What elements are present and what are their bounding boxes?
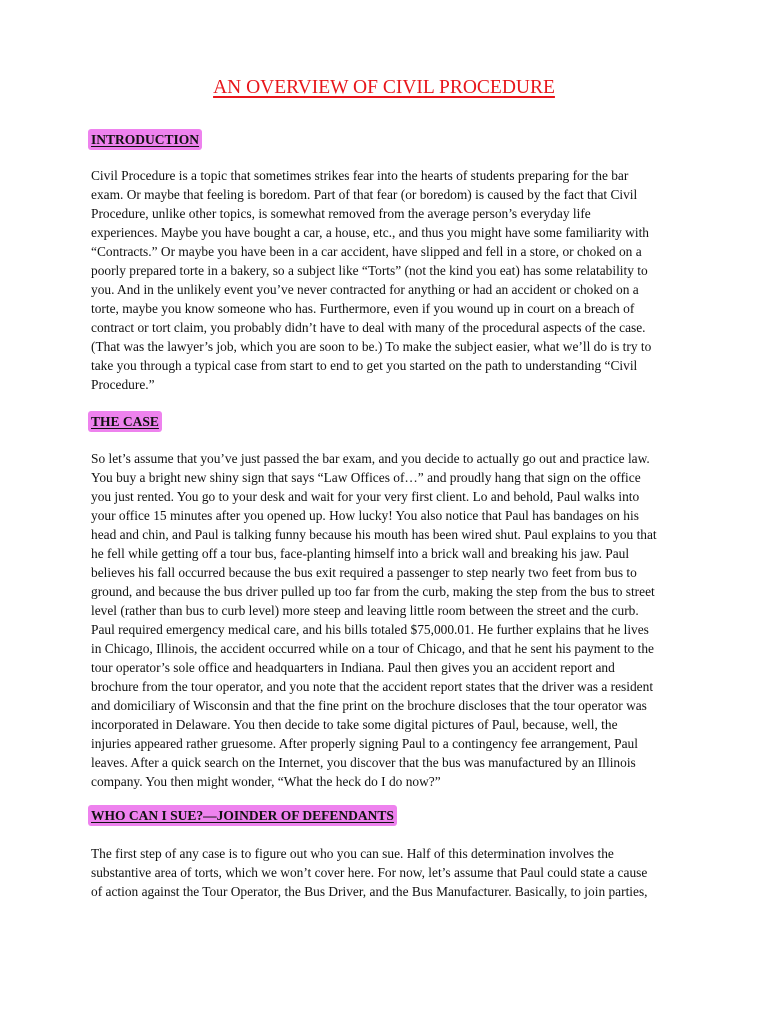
body-text-line: take you through a typical case from start to end to get you started on the path to understanding “Civil [91,358,638,373]
body-text-line: level (rather than bus to curb level) more steep and leaving little room between the street and the curb. [91,603,639,618]
body-text-line: contract or tort claim, you probably didn’t have to deal with many of the procedural aspects of the case. [91,320,646,335]
body-text-line: torte, maybe you know someone who has. Furthermore, even if you wound up in court on a breach of [91,301,635,316]
body-text-line: exam. Or maybe that feeling is boredom. Part of that fear (or boredom) is caused by the fact that Civil [91,187,638,202]
body-text-line: Paul required emergency medical care, and his bills totaled $75,000.01. He further explains that he lives [91,622,649,637]
body-text-line: you just rented. You go to your desk and wait for your very first client. Lo and behold, Paul walks into [91,489,640,504]
body-text-line: You buy a bright new shiny sign that says “Law Offices of…” and proudly hang that sign on the office [91,470,641,485]
body-text-line: So let’s assume that you’ve just passed the bar exam, and you decide to actually go out and practice law. [91,451,650,466]
body-text-line: believes his fall occurred because the bus exit required a passenger to step nearly two feet from bus to [91,565,637,580]
body-text-line: “Contracts.” Or maybe you have been in a car accident, have slipped and fell in a store, or choked on a [91,244,642,259]
body-text-line: leaves. After a quick search on the Internet, you discover that the bus was manufactured by an Illinois [91,755,636,770]
body-text-line: injuries appeared rather gruesome. After properly signing Paul to a contingency fee arrangement, Paul [91,736,638,751]
body-text-line: and domiciliary of Wisconsin and that the fine print on the brochure discloses that the tour operator was [91,698,647,713]
body-text-line: experiences. Maybe you have bought a car, a house, etc., and thus you might have some familiarity with [91,225,649,240]
body-text-line: brochure from the tour operator, and you note that the accident report states that the driver was a resident [91,679,654,694]
body-text-line: tour operator’s sole office and headquarters in Indiana. Paul then gives you an accident report and [91,660,615,675]
body-text-line: your office 15 minutes after you opened up. How lucky! You also notice that Paul has bandages on his [91,508,639,523]
body-text-line: you. And in the unlikely event you’ve never contracted for anything or had an accident or choked on a [91,282,639,297]
section-heading-the-case: THE CASE [88,411,162,432]
body-text-line: incorporated in Delaware. You then decide to take some digital pictures of Paul, because, well, the [91,717,618,732]
body-text-line: The first step of any case is to figure out who you can sue. Half of this determination involves the [91,846,614,861]
section-body-introduction [91,166,681,394]
document-title: AN OVERVIEW OF CIVIL PROCEDURE [213,77,555,98]
section-body-joinder-of-defendants [91,844,681,901]
body-text-line: substantive area of torts, which we won’t cover here. For now, let’s assume that Paul could state a cause [91,865,648,880]
body-text-line: of action against the Tour Operator, the Bus Driver, and the Bus Manufacturer. Basically, to join parties, [91,884,648,899]
body-text-line: Procedure.” [91,377,155,392]
body-text-line: Procedure, unlike other topics, is somewhat removed from the average person’s everyday life [91,206,591,221]
body-text-line: Civil Procedure is a topic that sometimes strikes fear into the hearts of students preparing for the bar [91,168,629,183]
section-heading-joinder-of-defendants: WHO CAN I SUE?—JOINDER OF DEFENDANTS [88,805,397,826]
section-body-the-case [91,449,681,791]
body-text-line: he fell while getting off a tour bus, face-planting himself into a brick wall and breaking his jaw. Paul [91,546,630,561]
body-text-line: head and chin, and Paul is talking funny because his mouth has been wired shut. Paul explains to you that [91,527,657,542]
body-text-line: company. You then might wonder, “What the heck do I do now?” [91,774,441,789]
body-text-line: in Chicago, Illinois, the accident occurred while on a tour of Chicago, and that he sent his payment to the [91,641,654,656]
body-text-line: poorly prepared torte in a bakery, so a subject like “Torts” (not the kind you eat) has some relatability to [91,263,648,278]
body-text-line: ground, and because the bus driver pulled up too far from the curb, making the step from the bus to street [91,584,655,599]
section-heading-introduction: INTRODUCTION [88,129,202,150]
body-text-line: (That was the lawyer’s job, which you are soon to be.) To make the subject easier, what we’ll do is try to [91,339,652,354]
